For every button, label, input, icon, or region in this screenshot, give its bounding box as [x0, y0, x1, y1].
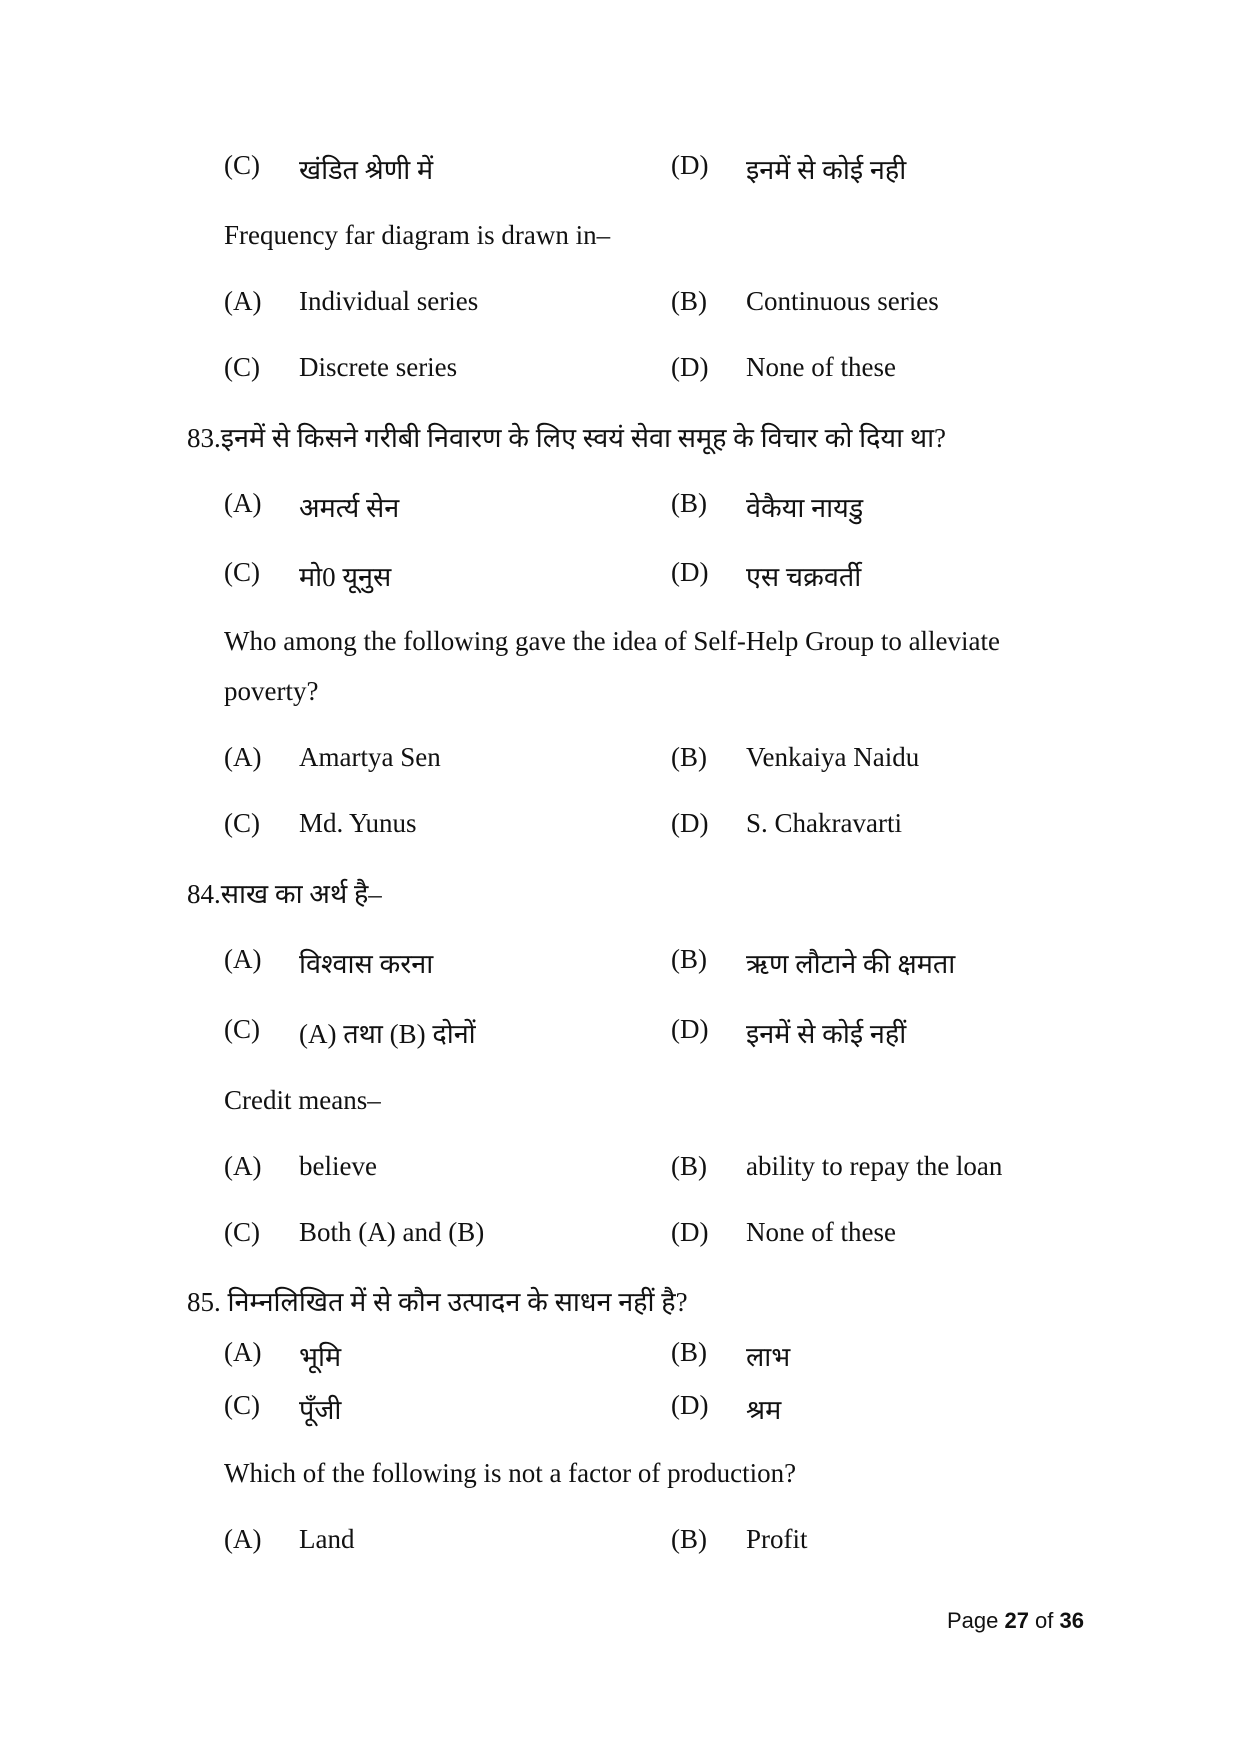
option-text: Amartya Sen: [299, 742, 441, 772]
option-text: Continuous series: [746, 286, 939, 316]
option-label: (D): [671, 1014, 709, 1044]
option-text: वेकैया नायडु: [746, 493, 864, 523]
option-label: (B): [671, 488, 707, 518]
option-text: खंडित श्रेणी में: [299, 155, 434, 185]
option-text: Profit: [746, 1524, 808, 1554]
option-label: (B): [671, 1337, 707, 1367]
option-text: None of these: [746, 1217, 896, 1247]
option-text: अमर्त्य सेन: [299, 493, 400, 523]
option-label: (C): [224, 150, 260, 180]
option-text: Venkaiya Naidu: [746, 742, 920, 772]
option-label: (B): [671, 1524, 707, 1554]
option-text: पूँजी: [299, 1395, 342, 1425]
option-label: (A): [224, 1524, 262, 1554]
question-85-hindi: 85. निम्नलिखित में से कौन उत्पादन के साधन नहीं है?: [187, 1287, 688, 1317]
page-prefix: Page: [946, 1608, 1005, 1633]
option-text: लाभ: [746, 1342, 791, 1372]
option-label: (C): [224, 1390, 260, 1420]
option-label: (A): [224, 742, 262, 772]
page-footer: [947, 1608, 1084, 1634]
option-label: (A): [224, 488, 262, 518]
option-label: (A): [224, 286, 262, 316]
option-label: (A): [224, 944, 262, 974]
option-label: (C): [224, 1217, 260, 1247]
option-text: मो0 यूनुस: [299, 562, 392, 592]
question-83-english: Who among the following gave the idea of Self-Help Group to alleviate: [224, 626, 1001, 656]
option-text: Discrete series: [299, 352, 458, 382]
option-label: (B): [671, 286, 707, 316]
option-text: None of these: [746, 352, 896, 382]
page-total: 36: [1059, 1608, 1084, 1633]
option-text: विश्वास करना: [299, 949, 434, 979]
option-text: Both (A) and (B): [299, 1217, 485, 1247]
option-label: (D): [671, 808, 709, 838]
option-text: भूमि: [299, 1342, 342, 1372]
option-text: ability to repay the loan: [746, 1151, 1003, 1181]
option-text: श्रम: [746, 1395, 782, 1425]
option-label: (D): [671, 1390, 709, 1420]
option-text: (A) तथा (B) दोनों: [299, 1019, 476, 1049]
option-label: (C): [224, 1014, 260, 1044]
option-text: believe: [299, 1151, 377, 1181]
option-text: Individual series: [299, 286, 479, 316]
page-of: of: [1028, 1608, 1060, 1633]
option-label: (D): [671, 352, 709, 382]
option-label: (C): [224, 808, 260, 838]
option-label: (A): [224, 1337, 262, 1367]
option-label: (D): [671, 557, 709, 587]
option-label: (D): [671, 1217, 709, 1247]
option-text: S. Chakravarti: [746, 808, 902, 838]
option-label: (A): [224, 1151, 262, 1181]
option-text: इनमें से कोई नही: [746, 155, 907, 185]
option-label: (B): [671, 742, 707, 772]
option-label: (C): [224, 352, 260, 382]
option-label: (B): [671, 944, 707, 974]
option-text: Land: [299, 1524, 355, 1554]
question-84-hindi: 84.साख का अर्थ है–: [187, 879, 382, 909]
option-label: (D): [671, 150, 709, 180]
question-84-english: Credit means–: [224, 1085, 381, 1115]
option-label: (C): [224, 557, 260, 587]
option-text: एस चक्रवर्ती: [746, 562, 862, 592]
question-83-english-line2: poverty?: [224, 676, 319, 706]
question-text: Frequency far diagram is drawn in–: [224, 220, 611, 250]
option-label: (B): [671, 1151, 707, 1181]
question-85-english: Which of the following is not a factor of production?: [224, 1458, 797, 1488]
option-text: Md. Yunus: [299, 808, 417, 838]
page-current: 27: [1004, 1608, 1029, 1633]
option-text: ऋण लौटाने की क्षमता: [746, 949, 956, 979]
option-text: इनमें से कोई नहीं: [746, 1019, 907, 1049]
question-83-hindi: 83.इनमें से किसने गरीबी निवारण के लिए स्वयं सेवा समूह के विचार को दिया था?: [187, 423, 947, 453]
